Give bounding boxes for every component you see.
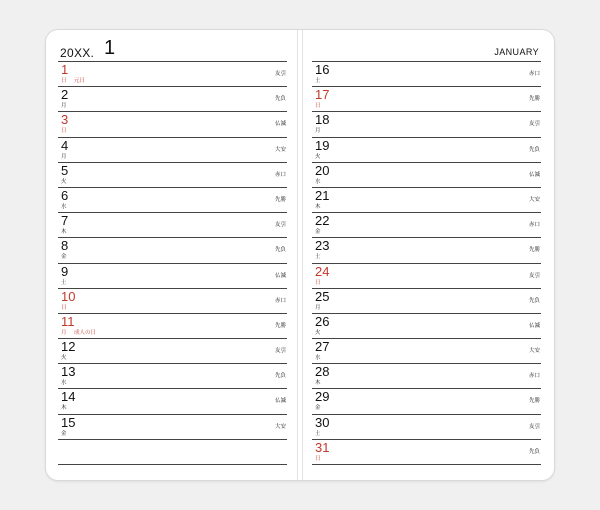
rokuyo-label: 赤口 bbox=[274, 171, 286, 178]
rokuyo-label: 仏滅 bbox=[528, 171, 540, 178]
day-number: 15 bbox=[61, 414, 76, 430]
rokuyo-label: 仏滅 bbox=[274, 272, 286, 279]
day-row bbox=[58, 415, 287, 440]
rokuyo-label: 友引 bbox=[274, 222, 286, 229]
rokuyo-label: 友引 bbox=[528, 272, 540, 279]
day-row bbox=[312, 188, 541, 213]
day-row bbox=[58, 163, 287, 188]
rokuyo-label: 友引 bbox=[528, 121, 540, 128]
weekday-label: 日 bbox=[315, 279, 321, 286]
day-number: 30 bbox=[315, 414, 330, 430]
month-name: JANUARY bbox=[494, 47, 539, 57]
weekday-label: 木 bbox=[61, 405, 67, 412]
rokuyo-label: 仏滅 bbox=[274, 121, 286, 128]
day-number: 6 bbox=[61, 187, 69, 203]
day-number: 28 bbox=[315, 364, 330, 380]
day-number: 10 bbox=[61, 288, 76, 304]
day-number: 19 bbox=[315, 137, 330, 153]
weekday-label: 木 bbox=[61, 229, 67, 236]
weekday-label: 日 bbox=[315, 103, 321, 110]
rokuyo-label: 先負 bbox=[274, 247, 286, 254]
day-row bbox=[58, 339, 287, 364]
weekday-label: 月 bbox=[61, 153, 67, 160]
weekday-label: 火 bbox=[315, 329, 321, 336]
day-row bbox=[312, 138, 541, 163]
rokuyo-label: 先勝 bbox=[274, 196, 286, 203]
rokuyo-label: 大安 bbox=[528, 348, 540, 355]
holiday-label: 元日 bbox=[74, 78, 86, 84]
rokuyo-label: 先負 bbox=[274, 373, 286, 380]
day-row bbox=[312, 289, 541, 314]
weekday-label: 金 bbox=[61, 430, 67, 437]
rokuyo-label: 先勝 bbox=[528, 247, 540, 254]
rokuyo-label: 先勝 bbox=[274, 322, 286, 329]
weekday-label: 土 bbox=[61, 279, 67, 286]
weekday-label: 火 bbox=[315, 153, 321, 160]
weekday-label: 土 bbox=[315, 254, 321, 261]
day-number: 25 bbox=[315, 288, 330, 304]
spine-line bbox=[297, 30, 298, 480]
weekday-label: 日 bbox=[61, 304, 67, 311]
day-number: 5 bbox=[61, 162, 69, 178]
day-number: 22 bbox=[315, 213, 330, 229]
rokuyo-label: 先負 bbox=[528, 448, 540, 455]
day-row bbox=[312, 264, 541, 289]
weekday-label: 水 bbox=[61, 203, 67, 210]
rokuyo-label: 赤口 bbox=[528, 71, 540, 77]
month-number: 1 bbox=[104, 37, 116, 59]
day-number: 26 bbox=[315, 313, 330, 329]
day-number: 16 bbox=[315, 62, 330, 77]
rokuyo-label: 大安 bbox=[274, 423, 286, 430]
day-number: 27 bbox=[315, 339, 330, 355]
weekday-label: 金 bbox=[315, 229, 321, 236]
day-row bbox=[58, 138, 287, 163]
day-row bbox=[312, 339, 541, 364]
day-number: 4 bbox=[61, 137, 69, 153]
day-number: 29 bbox=[315, 389, 330, 405]
weekday-label: 金 bbox=[315, 405, 321, 412]
rokuyo-label: 仏滅 bbox=[274, 398, 286, 405]
day-number: 8 bbox=[61, 238, 69, 254]
left-day-list bbox=[58, 62, 287, 465]
day-number: 24 bbox=[315, 263, 330, 279]
day-row bbox=[312, 238, 541, 263]
right-page-header bbox=[312, 30, 541, 62]
rokuyo-label: 先勝 bbox=[528, 398, 540, 405]
rokuyo-label: 友引 bbox=[528, 423, 540, 430]
weekday-label: 金 bbox=[61, 254, 67, 261]
day-row bbox=[58, 238, 287, 263]
day-number: 7 bbox=[61, 213, 69, 229]
weekday-label: 月 bbox=[315, 128, 321, 135]
rokuyo-label: 大安 bbox=[528, 196, 540, 203]
day-row bbox=[312, 440, 541, 465]
spine-line bbox=[302, 30, 303, 480]
day-number: 20 bbox=[315, 162, 330, 178]
weekday-label: 土 bbox=[315, 78, 321, 84]
day-number: 12 bbox=[61, 339, 76, 355]
day-row bbox=[312, 62, 541, 87]
rokuyo-label: 友引 bbox=[274, 71, 286, 77]
day-number: 13 bbox=[61, 364, 76, 380]
day-number: 9 bbox=[61, 263, 69, 279]
weekday-label: 土 bbox=[315, 430, 321, 437]
day-number: 11 bbox=[61, 313, 75, 329]
rokuyo-label: 大安 bbox=[274, 146, 286, 153]
day-number: 14 bbox=[61, 389, 76, 405]
weekday-label: 火 bbox=[61, 355, 67, 362]
weekday-label: 日 bbox=[315, 455, 321, 462]
weekday-label: 日 bbox=[61, 128, 67, 135]
weekday-label: 木 bbox=[315, 380, 321, 387]
rokuyo-label: 先勝 bbox=[528, 96, 540, 103]
day-row bbox=[312, 314, 541, 339]
diary-spread bbox=[46, 30, 554, 480]
day-row bbox=[312, 87, 541, 112]
day-number: 17 bbox=[315, 87, 330, 103]
rokuyo-label: 先負 bbox=[274, 96, 286, 103]
right-page bbox=[312, 30, 541, 480]
day-row bbox=[312, 163, 541, 188]
day-row bbox=[58, 87, 287, 112]
rokuyo-label: 仏滅 bbox=[528, 322, 540, 329]
day-number: 23 bbox=[315, 238, 330, 254]
day-row bbox=[58, 62, 287, 87]
weekday-label: 火 bbox=[61, 178, 67, 185]
day-row bbox=[58, 389, 287, 414]
day-row bbox=[312, 389, 541, 414]
rokuyo-label: 赤口 bbox=[274, 297, 286, 304]
weekday-label: 水 bbox=[61, 380, 67, 387]
day-row bbox=[312, 364, 541, 389]
weekday-label: 木 bbox=[315, 203, 321, 210]
weekday-label: 月 bbox=[61, 329, 67, 336]
day-number: 1 bbox=[61, 62, 69, 77]
rokuyo-label: 友引 bbox=[274, 348, 286, 355]
rokuyo-label: 赤口 bbox=[528, 373, 540, 380]
day-number: 21 bbox=[315, 187, 330, 203]
left-page bbox=[58, 30, 287, 480]
holiday-label: 成人の日 bbox=[74, 329, 97, 336]
day-number: 2 bbox=[61, 87, 69, 103]
day-number: 18 bbox=[315, 112, 330, 128]
day-row bbox=[58, 289, 287, 314]
day-row bbox=[58, 188, 287, 213]
weekday-label: 水 bbox=[315, 178, 321, 185]
day-row bbox=[58, 112, 287, 137]
weekday-label: 月 bbox=[315, 304, 321, 311]
day-row bbox=[312, 213, 541, 238]
day-number: 3 bbox=[61, 112, 69, 128]
day-row bbox=[312, 112, 541, 137]
year-label: 20XX. bbox=[60, 46, 95, 60]
right-day-list bbox=[312, 62, 541, 465]
blank-row bbox=[58, 440, 287, 465]
rokuyo-label: 先負 bbox=[528, 297, 540, 304]
day-row bbox=[312, 415, 541, 440]
day-row bbox=[58, 314, 287, 339]
weekday-label: 月 bbox=[61, 103, 67, 110]
rokuyo-label: 赤口 bbox=[528, 222, 540, 229]
weekday-label: 日 bbox=[61, 78, 67, 84]
day-row bbox=[58, 364, 287, 389]
day-row bbox=[58, 213, 287, 238]
day-number: 31 bbox=[315, 439, 330, 455]
rokuyo-label: 先負 bbox=[528, 146, 540, 153]
day-row bbox=[58, 264, 287, 289]
weekday-label: 水 bbox=[315, 355, 321, 362]
left-page-header bbox=[58, 30, 287, 62]
